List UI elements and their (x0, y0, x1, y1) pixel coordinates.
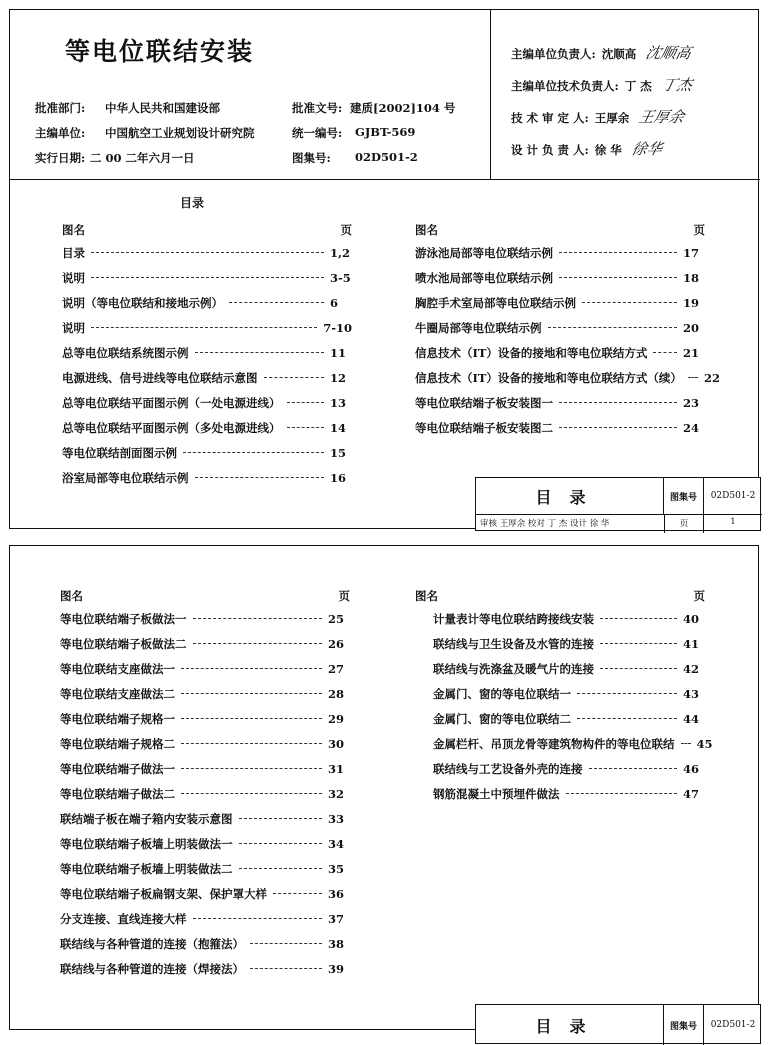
toc-entry-title: 等电位联结端子板墙上明装做法二 (60, 861, 233, 876)
toc-column-right (415, 222, 720, 440)
toc-entry-page: 37 (328, 911, 345, 926)
column-page-label: 页 (338, 589, 350, 603)
toc-entry (60, 656, 350, 681)
signature-row (511, 106, 687, 127)
toc-entry-page: 16 (330, 470, 347, 485)
leader-dashes (577, 693, 677, 694)
toc-entry-title: 信息技术（IT）设备的接地和等电位联结方式 (415, 345, 648, 360)
toc-entry (60, 806, 350, 831)
leader-dashes (181, 793, 322, 794)
toc-entry-title: 浴室局部等电位联结示例 (62, 470, 189, 485)
toc-entry (415, 631, 705, 656)
toc-entry-title: 联结线与洗涤盆及暖气片的连接 (433, 661, 594, 676)
column-name-label: 图名 (62, 223, 85, 237)
leader-dashes (548, 327, 678, 328)
leader-dashes (181, 718, 322, 719)
leader-dashes (91, 327, 317, 328)
toc-entry (62, 340, 352, 365)
toc-entry-page: 44 (683, 711, 700, 726)
leader-dashes (681, 743, 691, 744)
leader-dashes (193, 643, 323, 644)
toc-entry-page: 28 (328, 686, 345, 701)
toc-entry-title: 说明 (62, 320, 85, 335)
toc-entry (415, 756, 705, 781)
stamp-signatures: 审核 王厚余 校对 丁 杰 设计 徐 华 (480, 519, 610, 529)
toc-entry (60, 781, 350, 806)
toc-column-header (415, 588, 705, 606)
stamp-page-number: 1 (730, 517, 736, 527)
toc-entry (415, 365, 720, 390)
leader-dashes (559, 402, 677, 403)
signature-name: 沈顺高 (601, 47, 637, 61)
leader-dashes (273, 893, 322, 894)
leader-dashes (239, 868, 323, 869)
leader-dashes (600, 643, 677, 644)
column-name-label: 图名 (415, 223, 438, 237)
signature-row (511, 74, 692, 95)
toc-entry-title: 等电位联结端子板安装图一 (415, 395, 553, 410)
leader-dashes (559, 277, 677, 278)
toc-column-left (62, 222, 352, 490)
toc-entry-page: 20 (683, 320, 700, 335)
toc-entry-page: 3-5 (330, 270, 351, 285)
leader-dashes (193, 618, 323, 619)
toc-entry-title: 联结线与卫生设备及水管的连接 (433, 636, 594, 651)
toc-entry (62, 365, 352, 390)
toc-entry (415, 606, 705, 631)
handwritten-signature: 丁杰 (659, 76, 694, 94)
toc-entry (60, 631, 350, 656)
toc-entry (415, 265, 705, 290)
toc-entry-page: 25 (328, 611, 345, 626)
stamp-sign-row (476, 514, 762, 532)
stamp-atlas-no: 02D501-2 (710, 491, 756, 501)
toc-entry-page: 29 (328, 711, 345, 726)
toc-sheet-page-2 (9, 545, 759, 1036)
leader-dashes (239, 818, 323, 819)
column-page-label: 页 (693, 589, 705, 603)
toc-entry-page: 30 (328, 736, 345, 751)
leader-dashes (653, 352, 677, 353)
toc-entry (62, 390, 352, 415)
toc-entry (62, 240, 352, 265)
toc-entry-page: 40 (683, 611, 700, 626)
toc-entry-title: 等电位联结剖面图示例 (62, 445, 177, 460)
toc-entry-title: 等电位联结端子做法二 (60, 786, 175, 801)
leader-dashes (181, 668, 322, 669)
toc-entry (60, 731, 350, 756)
toc-entry-page: 24 (683, 420, 700, 435)
toc-entry (62, 265, 352, 290)
toc-entry-title: 等电位联结端子板扁钢支架、保护罩大样 (60, 886, 267, 901)
toc-entry (62, 465, 352, 490)
editor-label: 主编单位: (35, 126, 86, 140)
toc-entry (415, 290, 705, 315)
toc-entry (60, 606, 350, 631)
toc-entry (60, 956, 350, 981)
leader-dashes (566, 793, 678, 794)
unified-no-label: 统一编号: (292, 126, 343, 140)
toc-sheet-page-1 (9, 9, 759, 529)
toc-entry-page: 15 (330, 445, 347, 460)
toc-entry-title: 金属栏杆、吊顶龙骨等建筑物构件的等电位联结 (433, 736, 675, 751)
toc-entry-title: 说明（等电位联结和接地示例） (62, 295, 223, 310)
handwritten-signature: 徐华 (629, 140, 664, 158)
toc-entry (62, 290, 352, 315)
toc-entry-title: 总等电位联结平面图示例（一处电源进线） (62, 395, 281, 410)
leader-dashes (195, 352, 325, 353)
toc-entry-page: 12 (330, 370, 347, 385)
toc-entry-page: 34 (328, 836, 345, 851)
toc-entry-page: 26 (328, 636, 345, 651)
signature-role: 设 计 负 责 人: (511, 143, 589, 157)
toc-entry-page: 38 (328, 936, 345, 951)
leader-dashes (250, 968, 322, 969)
leader-dashes (559, 252, 677, 253)
toc-entry (60, 931, 350, 956)
signature-row (511, 42, 694, 63)
title-stamp (475, 477, 761, 531)
leader-dashes (559, 427, 677, 428)
toc-entry-title: 电源进线、信号进线等电位联结示意图 (62, 370, 258, 385)
approval-doc: 建质[2002]104 号 (350, 101, 456, 115)
toc-entry-page: 33 (328, 811, 345, 826)
toc-entry-title: 等电位联结端子板安装图二 (415, 420, 553, 435)
toc-column-header (62, 222, 352, 240)
leader-dashes (250, 943, 322, 944)
toc-entry-title: 等电位联结支座做法二 (60, 686, 175, 701)
stamp-atlas-label: 图集号 (664, 1005, 704, 1045)
stamp-page-label: 页 (664, 515, 704, 533)
handwritten-signature: 沈顺高 (644, 44, 694, 62)
toc-entry-title: 等电位联结支座做法一 (60, 661, 175, 676)
toc-entry-title: 联结线与各种管道的连接（焊接法） (60, 961, 244, 976)
toc-entry-title: 联结端子板在端子箱内安装示意图 (60, 811, 233, 826)
toc-entry (60, 881, 350, 906)
signature-name: 丁 杰 (624, 79, 652, 93)
toc-column-left (60, 588, 350, 981)
toc-entry-title: 联结线与工艺设备外壳的连接 (433, 761, 583, 776)
toc-entry (415, 240, 705, 265)
toc-entry (60, 706, 350, 731)
toc-entry-page: 17 (683, 245, 700, 260)
toc-entry-title: 等电位联结端子板做法一 (60, 611, 187, 626)
leader-dashes (589, 768, 678, 769)
column-page-label: 页 (693, 223, 705, 237)
approval-doc-label: 批准文号: (292, 101, 343, 115)
toc-entry-title: 计量表计等电位联结跨接线安装 (433, 611, 594, 626)
toc-entry-page: 6 (330, 295, 339, 310)
toc-entry-page: 41 (683, 636, 700, 651)
toc-entry-title: 总等电位联结系统图示例 (62, 345, 189, 360)
title-block (10, 10, 760, 180)
toc-entry-page: 11 (330, 345, 347, 360)
leader-dashes (195, 477, 325, 478)
toc-entry (415, 781, 705, 806)
title-block-left (10, 10, 490, 180)
leader-dashes (577, 718, 677, 719)
toc-entry-title: 等电位联结端子规格一 (60, 711, 175, 726)
leader-dashes (600, 618, 677, 619)
leader-dashes (181, 693, 322, 694)
leader-dashes (183, 452, 324, 453)
toc-entry-page: 1,2 (330, 245, 351, 260)
toc-entry-page: 47 (683, 786, 700, 801)
leader-dashes (264, 377, 325, 378)
toc-entry-page: 23 (683, 395, 700, 410)
toc-entry-page: 43 (683, 686, 700, 701)
toc-entry (62, 415, 352, 440)
atlas-no: 02D501-2 (355, 150, 418, 164)
toc-heading: 目录 (180, 196, 205, 210)
toc-entry-title: 金属门、窗的等电位联结一 (433, 686, 571, 701)
toc-entry-title: 总等电位联结平面图示例（多处电源进线） (62, 420, 281, 435)
toc-entry-page: 35 (328, 861, 345, 876)
leader-dashes (181, 768, 322, 769)
toc-entry-page: 18 (683, 270, 700, 285)
toc-entry-title: 游泳池局部等电位联结示例 (415, 245, 553, 260)
toc-entry-title: 等电位联结端子规格二 (60, 736, 175, 751)
toc-column-header (415, 222, 705, 240)
signature-row (511, 138, 662, 159)
stamp-title: 目录 (476, 1005, 664, 1045)
leader-dashes (181, 743, 322, 744)
signature-role: 主编单位技术负责人: (511, 79, 619, 93)
approval-dept: 中华人民共和国建设部 (105, 101, 220, 115)
toc-column-right (415, 588, 713, 806)
effective-date: 二 00 二年六月一日 (90, 151, 195, 165)
toc-entry-page: 31 (328, 761, 345, 776)
toc-entry-page: 13 (330, 395, 347, 410)
toc-entry (60, 681, 350, 706)
toc-entry-page: 39 (328, 961, 345, 976)
column-name-label: 图名 (415, 589, 438, 603)
toc-entry (415, 415, 705, 440)
signature-role: 技 术 审 定 人: (511, 111, 589, 125)
toc-entry-title: 等电位联结端子板做法二 (60, 636, 187, 651)
stamp-atlas-label: 图集号 (664, 478, 704, 514)
atlas-no-label: 图集号: (292, 151, 331, 165)
toc-entry (60, 856, 350, 881)
toc-entry (60, 906, 350, 931)
toc-entry-page: 19 (683, 295, 700, 310)
toc-entry-title: 喷水池局部等电位联结示例 (415, 270, 553, 285)
title-stamp (475, 1004, 761, 1044)
leader-dashes (582, 302, 677, 303)
signature-name: 王厚余 (594, 111, 630, 125)
toc-entry-title: 胸腔手术室局部等电位联结示例 (415, 295, 576, 310)
handwritten-signature: 王厚余 (637, 108, 687, 126)
toc-entry-page: 46 (683, 761, 700, 776)
leader-dashes (600, 668, 677, 669)
leader-dashes (91, 277, 324, 278)
toc-entry-page: 32 (328, 786, 345, 801)
toc-entry (62, 315, 352, 340)
toc-entry (60, 756, 350, 781)
approval-dept-label: 批准部门: (35, 101, 86, 115)
toc-entry-title: 信息技术（IT）设备的接地和等电位联结方式（续） (415, 370, 682, 385)
toc-entry-title: 联结线与各种管道的连接（抱箍法） (60, 936, 244, 951)
document-title: 等电位联结安装 (65, 37, 255, 66)
toc-column-header (60, 588, 350, 606)
leader-dashes (91, 252, 324, 253)
toc-entry (415, 340, 705, 365)
toc-entry (415, 315, 705, 340)
toc-entry-title: 分支连接、直线连接大样 (60, 911, 187, 926)
column-name-label: 图名 (60, 589, 83, 603)
toc-entry (62, 440, 352, 465)
leader-dashes (287, 402, 325, 403)
toc-entry (415, 731, 713, 756)
toc-entry (415, 681, 705, 706)
signature-role: 主编单位负责人: (511, 47, 596, 61)
toc-entry-page: 36 (328, 886, 345, 901)
effective-label: 实行日期: (35, 151, 86, 165)
toc-entry-page: 42 (683, 661, 700, 676)
leader-dashes (193, 918, 323, 919)
toc-entry-page: 27 (328, 661, 345, 676)
toc-entry-page: 22 (703, 370, 720, 385)
toc-entry-page: 14 (330, 420, 347, 435)
column-page-label: 页 (340, 223, 352, 237)
toc-entry-title: 目录 (62, 245, 85, 260)
toc-entry (415, 390, 705, 415)
toc-entry-title: 等电位联结端子做法一 (60, 761, 175, 776)
leader-dashes (287, 427, 325, 428)
signature-name: 徐 华 (594, 143, 622, 157)
toc-entry-page: 21 (683, 345, 700, 360)
editor: 中国航空工业规划设计研究院 (105, 126, 255, 140)
toc-entry-title: 金属门、窗的等电位联结二 (433, 711, 571, 726)
signature-block (490, 10, 760, 180)
toc-entry-page: 45 (696, 736, 713, 751)
toc-entry (60, 831, 350, 856)
leader-dashes (229, 302, 324, 303)
leader-dashes (688, 377, 698, 378)
toc-entry-title: 牛圈局部等电位联结示例 (415, 320, 542, 335)
toc-entry (415, 706, 705, 731)
unified-no: GJBT-569 (355, 125, 416, 139)
toc-entry (415, 656, 705, 681)
toc-entry-title: 钢筋混凝土中预埋件做法 (433, 786, 560, 801)
leader-dashes (239, 843, 323, 844)
toc-entry-page: 7-10 (323, 320, 352, 335)
toc-entry-title: 等电位联结端子板墙上明装做法一 (60, 836, 233, 851)
stamp-atlas-no: 02D501-2 (710, 1020, 756, 1030)
stamp-title: 目录 (476, 478, 664, 514)
toc-entry-title: 说明 (62, 270, 85, 285)
